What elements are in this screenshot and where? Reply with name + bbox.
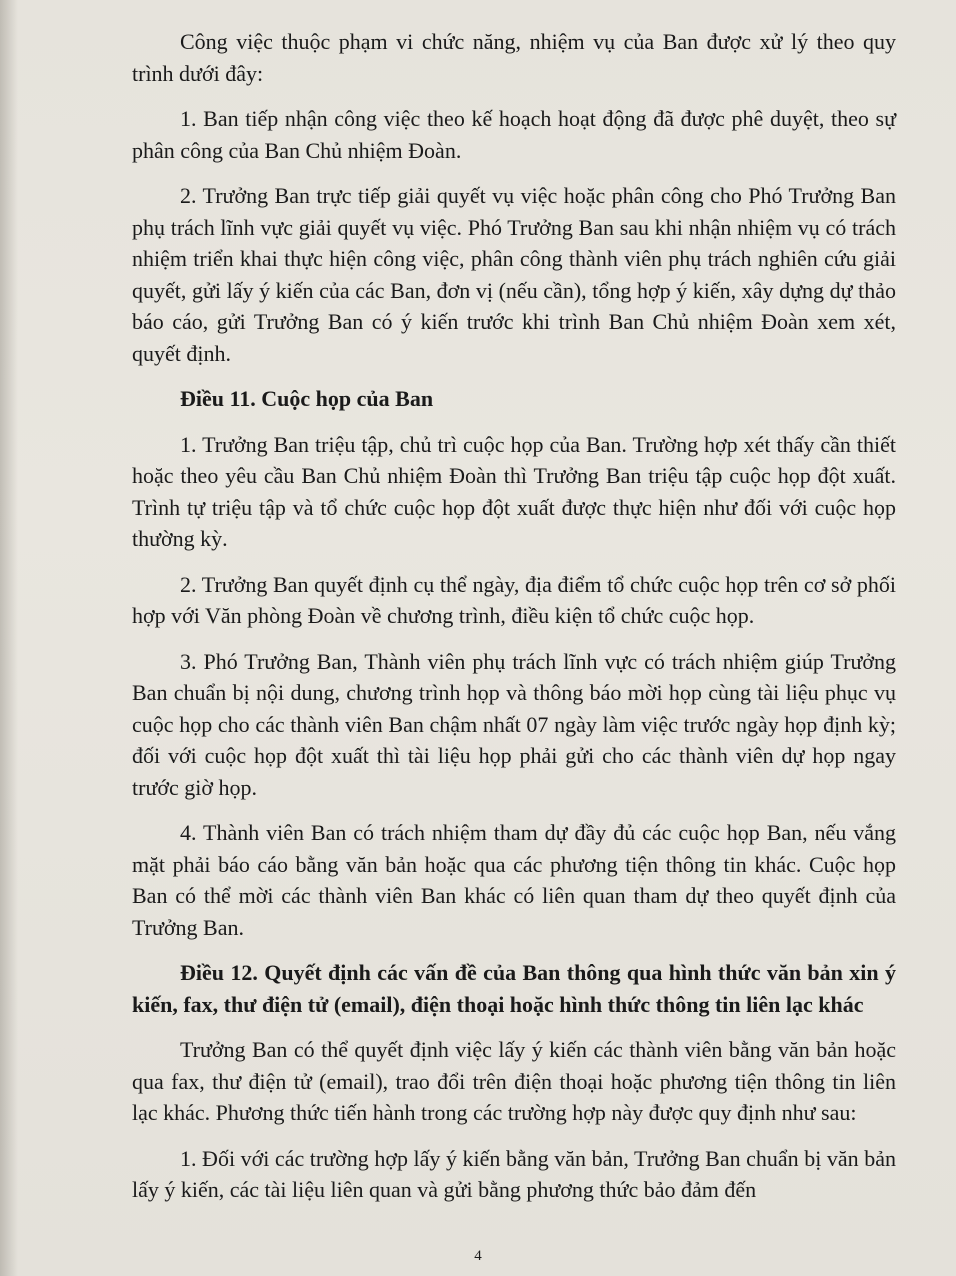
article-12-heading: Điều 12. Quyết định các vấn đề của Ban thông qua hình thức văn bản xin ý kiến, fax, thư điện tử (email), điện thoại hoặc hình thức thông tin liên lạc khác <box>132 960 896 1017</box>
paragraph-item-1: 1. Ban tiếp nhận công việc theo kế hoạch hoạt động đã được phê duyệt, theo sự phân công của Ban Chủ nhiệm Đoàn. <box>132 106 896 163</box>
page-number: 4 <box>474 1248 482 1264</box>
paragraph-item-2: 2. Trưởng Ban trực tiếp giải quyết vụ việc hoặc phân công cho Phó Trưởng Ban phụ trách lĩnh vực giải quyết vụ việc. Phó Trưởng Ban sau khi nhận nhiệm vụ có trách nhiệm triển khai thực hiện công việc, phân công thành viên phụ trách nghiên cứu giải quyết, gửi lấy ý kiến của các Ban, đơn vị (nếu cần), tổng hợp ý kiến, xây dựng dự thảo báo cáo, gửi Trưởng Ban có ý kiến trước khi trình Ban Chủ nhiệm Đoàn xem xét, quyết định. <box>132 183 896 366</box>
article-11-clause-3: 3. Phó Trưởng Ban, Thành viên phụ trách lĩnh vực có trách nhiệm giúp Trưởng Ban chuẩn bị nội dung, chương trình họp và thông báo mời họp cùng tài liệu phục vụ cuộc họp cho các thành viên Ban chậm nhất 07 ngày làm việc trước ngày họp định kỳ; đối với cuộc họp đột xuất thì tài liệu họp phải gửi cho các thành viên dự họp ngay trước giờ họp. <box>132 648 896 800</box>
paragraph-intro: Công việc thuộc phạm vi chức năng, nhiệm vụ của Ban được xử lý theo quy trình dưới đây: <box>132 29 896 86</box>
article-12-clause-1: 1. Đối với các trường hợp lấy ý kiến bằng văn bản, Trưởng Ban chuẩn bị văn bản lấy ý kiến, các tài liệu liên quan và gửi bằng phương thức bảo đảm đến <box>132 1145 896 1202</box>
article-11-clause-2: 2. Trưởng Ban quyết định cụ thể ngày, địa điểm tổ chức cuộc họp trên cơ sở phối hợp với Văn phòng Đoàn về chương trình, điều kiện tổ chức cuộc họp. <box>132 571 896 628</box>
article-11-clause-4: 4. Thành viên Ban có trách nhiệm tham dự đầy đủ các cuộc họp Ban, nếu vắng mặt phải báo cáo bằng văn bản hoặc qua các phương tiện thông tin khác. Cuộc họp Ban có thể mời các thành viên Ban khác có liên quan tham dự theo quyết định của Trưởng Ban. <box>132 820 896 940</box>
article-11-heading: Điều 11. Cuộc họp của Ban <box>180 386 434 411</box>
article-11-clause-1: 1. Trưởng Ban triệu tập, chủ trì cuộc họp của Ban. Trường hợp xét thấy cần thiết hoặc theo yêu cầu Ban Chủ nhiệm Đoàn thì Trưởng Ban triệu tập cuộc họp đột xuất. Trình tự triệu tập và tổ chức cuộc họp đột xuất được thực hiện như đối với cuộc họp thường kỳ. <box>132 431 896 551</box>
article-12-intro: Trưởng Ban có thể quyết định việc lấy ý kiến các thành viên bằng văn bản hoặc qua fax, thư điện tử (email), trao đổi trên điện thoại hoặc phương tiện thông tin liên lạc khác. Phương thức tiến hành trong các trường hợp này được quy định như sau: <box>132 1037 896 1125</box>
